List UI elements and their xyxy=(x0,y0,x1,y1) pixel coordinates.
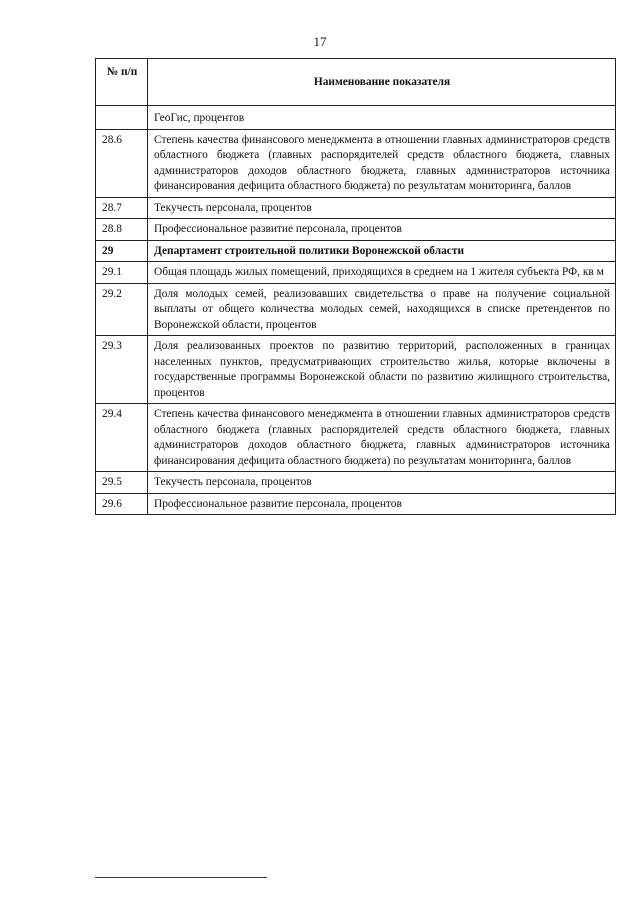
section-number-cell: 29 xyxy=(96,240,148,262)
page-number: 17 xyxy=(313,34,327,49)
row-number-cell: 28.8 xyxy=(96,219,148,241)
table-header-row xyxy=(96,59,616,106)
indicators-table xyxy=(95,58,616,515)
row-name-cell: Степень качества финансового менеджмента в отношении главных администраторов средств областного бюджета (главных распорядителей средств областного бюджета, главных администраторов доходов областного бюджета, главных администраторов источника финансирования дефицита областного бюджета) по результатам мониторинга, баллов xyxy=(148,404,616,472)
table-row xyxy=(96,197,616,219)
table-row xyxy=(96,262,616,284)
table-row xyxy=(96,404,616,472)
footnote-divider xyxy=(95,877,267,878)
row-number-cell: 29.6 xyxy=(96,493,148,515)
row-number-cell: 29.4 xyxy=(96,404,148,472)
row-number-cell: 28.7 xyxy=(96,197,148,219)
table-row xyxy=(96,493,616,515)
table-row xyxy=(96,283,616,336)
table-row xyxy=(96,129,616,197)
row-name-cell: Профессиональное развитие персонала, процентов xyxy=(148,219,616,241)
row-number-cell: 29.3 xyxy=(96,336,148,404)
section-title-cell: Департамент строительной политики Воронежской области xyxy=(148,240,616,262)
row-name-cell: Текучесть персонала, процентов xyxy=(148,472,616,494)
row-name-cell: Общая площадь жилых помещений, приходящихся в среднем на 1 жителя субъекта РФ, кв м xyxy=(148,262,616,284)
table-row xyxy=(96,472,616,494)
table-row xyxy=(96,219,616,241)
row-number-cell: 28.6 xyxy=(96,129,148,197)
row-name-cell: ГеоГис, процентов xyxy=(148,106,616,130)
row-number-cell: 29.5 xyxy=(96,472,148,494)
row-name-cell: Доля молодых семей, реализовавших свидетельства о праве на получение социальной выплаты от общего количества молодых семей, находящихся в списке претендентов по Воронежской области, процентов xyxy=(148,283,616,336)
table-section-row xyxy=(96,240,616,262)
row-name-cell: Профессиональное развитие персонала, процентов xyxy=(148,493,616,515)
table-row xyxy=(96,336,616,404)
row-number-cell xyxy=(96,106,148,130)
column-header-number: № п/п xyxy=(96,59,148,106)
row-name-cell: Степень качества финансового менеджмента в отношении главных администраторов средств областного бюджета (главных распорядителей средств областного бюджета, главных администраторов доходов областного бюджета, главных администраторов источника финансирования дефицита областного бюджета) по результатам мониторинга, баллов xyxy=(148,129,616,197)
row-name-cell: Доля реализованных проектов по развитию территорий, расположенных в границах населенных пунктов, предусматривающих строительство жилья, которые включены в государственные программы Воронежской области по развитию жилищного строительства, процентов xyxy=(148,336,616,404)
row-number-cell: 29.1 xyxy=(96,262,148,284)
row-name-cell: Текучесть персонала, процентов xyxy=(148,197,616,219)
column-header-indicator-name: Наименование показателя xyxy=(148,59,616,106)
table-row-continuation xyxy=(96,106,616,130)
row-number-cell: 29.2 xyxy=(96,283,148,336)
